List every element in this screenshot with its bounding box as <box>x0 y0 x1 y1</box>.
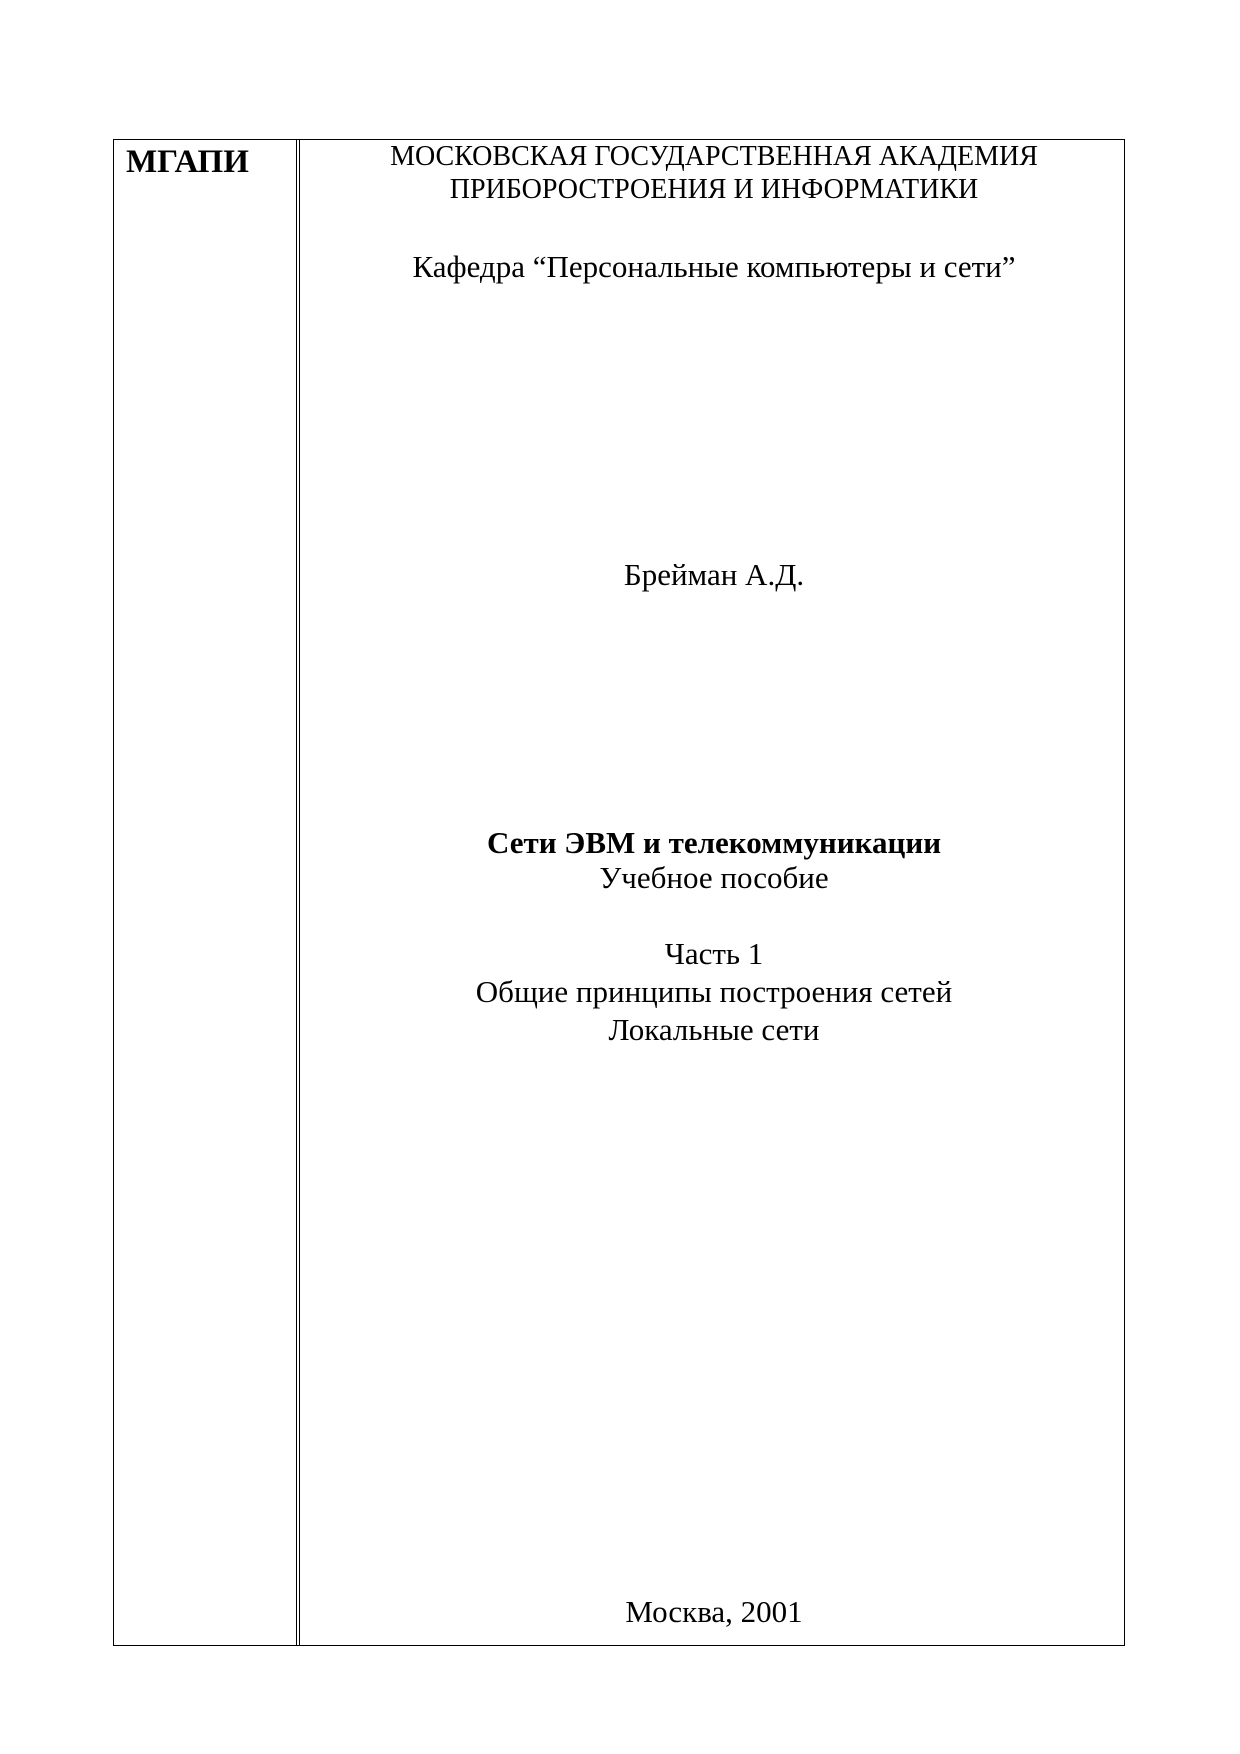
institution-name-line1: МОСКОВСКАЯ ГОСУДАРСТВЕННАЯ АКАДЕМИЯ <box>390 141 1038 172</box>
institution-name <box>304 140 1124 206</box>
author-name: Брейман А.Д. <box>623 557 805 592</box>
part-block <box>304 935 1124 1049</box>
department-name: Кафедра “Персональные компьютеры и сети” <box>412 249 1016 284</box>
part-topic-line1: Общие принципы построения сетей <box>475 974 953 1009</box>
institution-abbreviation: МГАПИ <box>126 144 249 180</box>
left-column <box>114 140 300 1645</box>
book-subtitle: Учебное пособие <box>599 860 829 895</box>
part-number: Часть 1 <box>664 936 764 971</box>
institution-name-line2: ПРИБОРОСТРОЕНИЯ И ИНФОРМАТИКИ <box>449 174 979 205</box>
main-column <box>304 140 1124 1645</box>
part-topic-line2: Локальные сети <box>608 1012 820 1047</box>
city-year: Москва, 2001 <box>625 1594 803 1629</box>
book-title: Сети ЭВМ и телекоммуникации <box>486 825 942 860</box>
title-page-frame <box>113 139 1125 1646</box>
